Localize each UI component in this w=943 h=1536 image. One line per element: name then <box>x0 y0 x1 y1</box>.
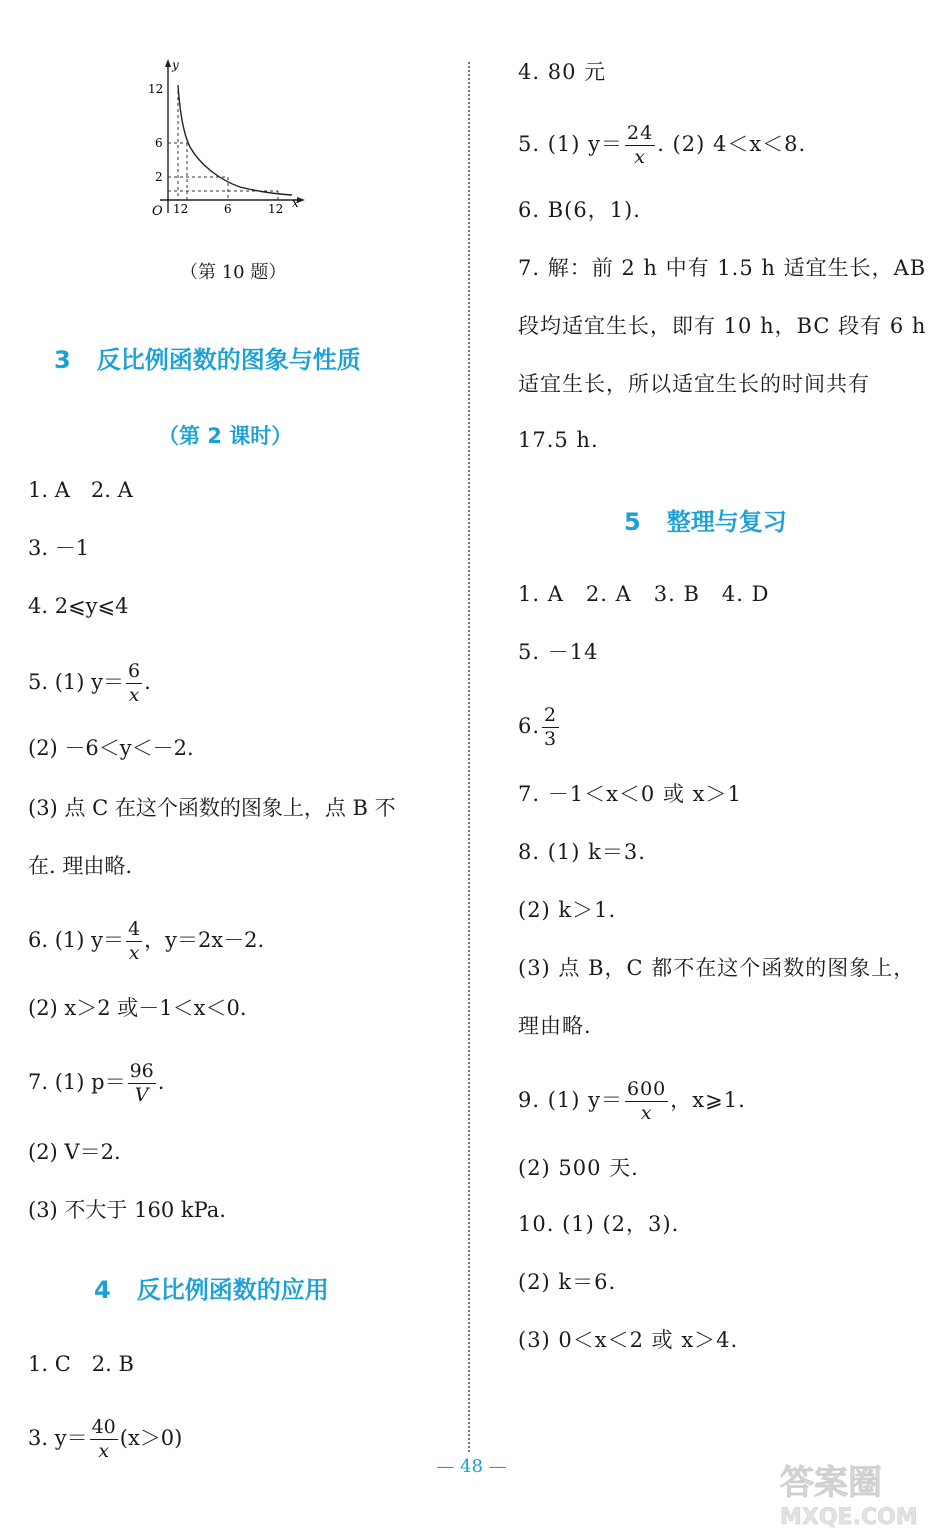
denominator: x <box>634 146 646 168</box>
answer-line <box>518 124 806 167</box>
answer-line: (2) x＞2 或－1＜x＜0. <box>28 996 247 1020</box>
answer-line: (2) k＞1. <box>518 898 617 922</box>
answer-line: (2) －6＜y＜－2. <box>28 736 194 760</box>
answer-text: 7. (1) p＝ <box>28 1070 126 1094</box>
watermark-text: 答案圈 <box>780 1463 882 1503</box>
denominator: x <box>640 1102 653 1124</box>
answer-line: (3) 点 C 在这个函数的图象上，点 B 不 <box>28 796 396 820</box>
section-title: 整理与复习 <box>666 508 787 536</box>
numerator: 24 <box>627 122 654 144</box>
answer-text: 5. (1) y＝ <box>28 670 124 694</box>
answer-line: 1. A 2. A <box>28 478 133 502</box>
y-tick-label: 12 <box>148 82 164 96</box>
denominator: x <box>98 1440 110 1462</box>
section-number: 5 <box>624 508 641 536</box>
answer-text: . <box>157 1070 165 1094</box>
answer-line <box>518 1080 746 1123</box>
fraction <box>90 1418 118 1461</box>
answer-line <box>28 1062 164 1105</box>
answer-line: 段均适宜生长，即有 10 h，BC 段有 6 h <box>518 314 927 338</box>
x-axis-label: x <box>292 196 299 210</box>
answer-line: 6. B(6，1). <box>518 198 641 222</box>
fraction <box>542 706 559 749</box>
fraction <box>126 920 142 963</box>
y-tick-label: 6 <box>155 136 163 150</box>
numerator: 2 <box>544 704 558 726</box>
answer-line: 17.5 h. <box>518 428 599 452</box>
answer-line: 10. (1) (2，3). <box>518 1212 680 1236</box>
y-axis-label: y <box>172 58 179 72</box>
answer-text: . <box>144 670 151 694</box>
section-number: 3 <box>54 346 71 374</box>
numerator: 4 <box>128 918 141 940</box>
section-title: 反比例函数的图象与性质 <box>96 346 361 374</box>
answer-line <box>28 920 264 963</box>
numerator: 96 <box>129 1060 154 1082</box>
section-4-heading <box>94 1270 329 1305</box>
x-tick-label: 6 <box>224 202 232 216</box>
fraction <box>625 1080 668 1123</box>
answer-line: 1. C 2. B <box>28 1352 134 1376</box>
fraction <box>126 662 142 705</box>
answer-line: 适宜生长，所以适宜生长的时间共有 <box>518 372 870 396</box>
answer-text: 6. (1) y＝ <box>28 928 124 952</box>
watermark-logo <box>770 1458 930 1528</box>
denominator: V <box>134 1084 149 1106</box>
answer-text: 9. (1) y＝ <box>518 1088 623 1112</box>
y-tick-label: 2 <box>155 170 163 184</box>
answer-text: ，x⩾1. <box>670 1088 746 1112</box>
answer-line <box>28 662 151 705</box>
answer-line: (2) V＝2. <box>28 1140 121 1164</box>
column-divider <box>468 62 470 1452</box>
section-5-heading <box>624 502 787 537</box>
numerator: 6 <box>128 660 141 682</box>
answer-line: 4. 80 元 <box>518 60 607 84</box>
figure-caption: （第 10 题） <box>180 262 287 283</box>
answer-text: ，y＝2x－2. <box>144 928 265 952</box>
answer-text: 6. <box>518 714 541 738</box>
answer-line: 3. －1 <box>28 536 90 560</box>
answer-line: 1. A 2. A 3. B 4. D <box>518 582 770 606</box>
hyperbola-graph <box>140 55 310 225</box>
answer-line: 8. (1) k＝3. <box>518 840 646 864</box>
answer-line: (3) 不大于 160 kPa. <box>28 1198 226 1222</box>
answer-line: (2) k＝6. <box>518 1270 617 1294</box>
x-tick-label: 12 <box>173 202 189 216</box>
lesson-heading: （第 2 课时） <box>158 424 293 448</box>
answer-line: 理由略. <box>518 1014 592 1038</box>
y-axis-arrow <box>165 59 171 67</box>
numerator: 600 <box>627 1078 667 1100</box>
answer-line: (3) 0＜x＜2 或 x＞4. <box>518 1328 739 1352</box>
hyperbola-curve <box>178 85 292 195</box>
answer-text: 5. (1) y＝ <box>518 132 623 156</box>
section-3-heading <box>54 340 361 375</box>
answer-text: (x＞0) <box>119 1426 183 1450</box>
denominator: x <box>128 942 140 964</box>
denominator: x <box>128 684 140 706</box>
answer-line: (2) 500 天. <box>518 1156 639 1180</box>
answer-line: 7. －1＜x＜0 或 x＞1 <box>518 782 742 806</box>
answer-line: 4. 2⩽y⩽4 <box>28 594 129 618</box>
answer-line: 在. 理由略. <box>28 854 133 878</box>
answer-line: (3) 点 B，C 都不在这个函数的图象上， <box>518 956 916 980</box>
numerator: 40 <box>91 1416 116 1438</box>
fraction <box>625 124 655 167</box>
answer-line: 5. －14 <box>518 640 599 664</box>
page-number: — 48 — <box>436 1456 507 1477</box>
section-title: 反比例函数的应用 <box>136 1276 329 1304</box>
fraction <box>128 1062 156 1105</box>
answer-line <box>518 706 561 749</box>
answer-line <box>28 1418 182 1461</box>
answer-text: . (2) 4＜x＜8. <box>657 132 807 156</box>
x-tick-label: 12 <box>268 202 284 216</box>
denominator: 3 <box>544 728 558 750</box>
watermark-url: MXQE.COM <box>780 1505 918 1528</box>
answer-text: 3. y＝ <box>28 1426 88 1450</box>
origin-label: O <box>152 204 163 219</box>
answer-line: 7. 解：前 2 h 中有 1.5 h 适宜生长，AB <box>518 256 927 280</box>
section-number: 4 <box>94 1276 111 1304</box>
